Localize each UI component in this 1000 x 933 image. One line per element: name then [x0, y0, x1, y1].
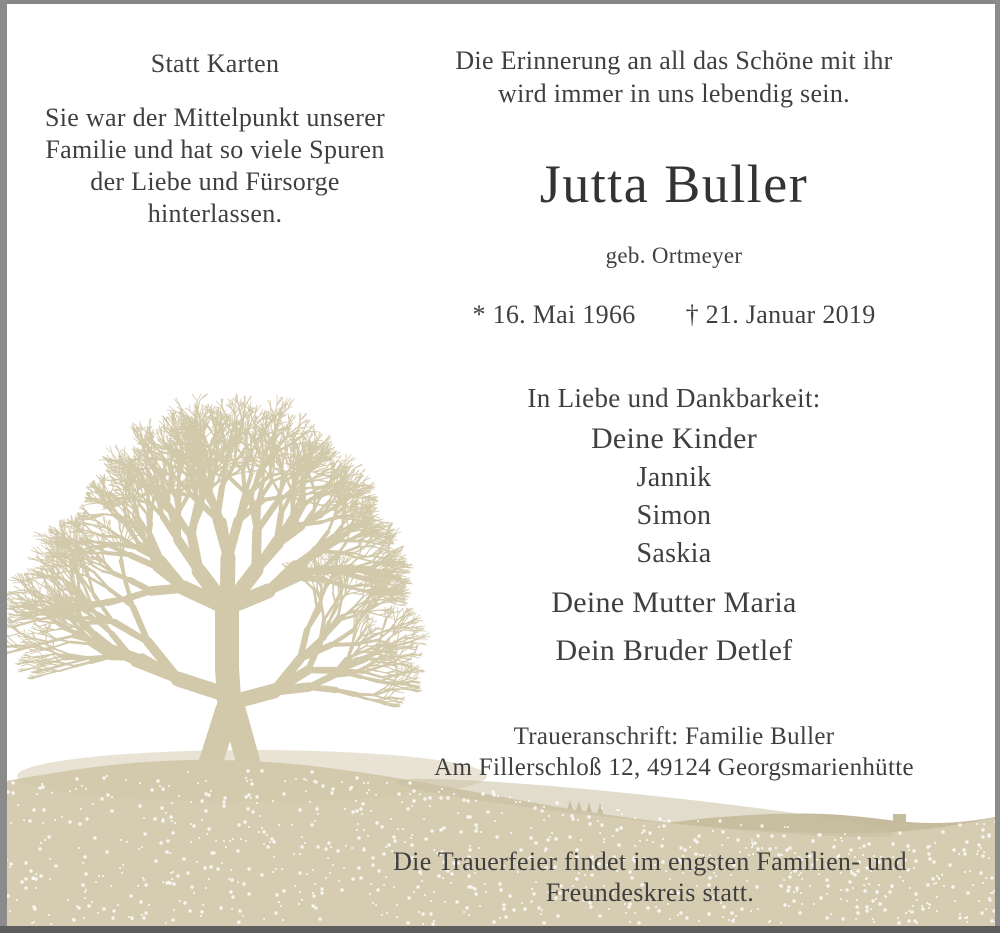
frame-right [995, 0, 1000, 933]
tribute-line: Sie war der Mittelpunkt unserer [45, 103, 385, 132]
life-dates [400, 298, 948, 331]
frame-bottom [0, 926, 1000, 933]
tribute-line: hinterlassen. [147, 199, 283, 228]
main-column [400, 44, 948, 783]
epigraph-line: wird immer in uns lebendig sein. [498, 79, 850, 108]
mourning-address [400, 721, 948, 783]
funeral-notice-line: Die Trauerfeier findet im engsten Familien- und [393, 847, 907, 876]
child-name: Simon [636, 500, 712, 531]
children-list [400, 459, 948, 573]
maiden-name: geb. Ortmeyer [605, 243, 743, 268]
deceased-name: Jutta Buller [539, 154, 809, 214]
funeral-notice [370, 846, 930, 908]
epigraph [400, 44, 948, 110]
child-name: Jannik [636, 462, 712, 493]
birth-date: * 16. Mai 1966 [472, 300, 636, 329]
mourners-intro: In Liebe und Dankbarkeit: [527, 383, 821, 413]
frame-top [0, 0, 1000, 4]
frame-left [0, 0, 7, 933]
epigraph-line: Die Erinnerung an all das Schöne mit ihr [455, 46, 893, 75]
address-line: Am Fillerschloß 12, 49124 Georgsmarienhütte [434, 754, 914, 781]
funeral-notice-line: Freundeskreis statt. [545, 878, 755, 907]
address-line: Traueranschrift: Familie Buller [513, 723, 835, 750]
child-name: Saskia [636, 538, 712, 569]
brother-line: Dein Bruder Detlef [555, 634, 793, 667]
tribute-line: der Liebe und Fürsorge [90, 167, 340, 196]
left-column [25, 48, 405, 230]
tribute-line: Familie und hat so viele Spuren [45, 135, 385, 164]
death-date: † 21. Januar 2019 [685, 300, 876, 329]
statt-karten-label: Statt Karten [150, 49, 280, 78]
mother-line: Deine Mutter Maria [551, 586, 797, 619]
children-label: Deine Kinder [590, 422, 758, 455]
